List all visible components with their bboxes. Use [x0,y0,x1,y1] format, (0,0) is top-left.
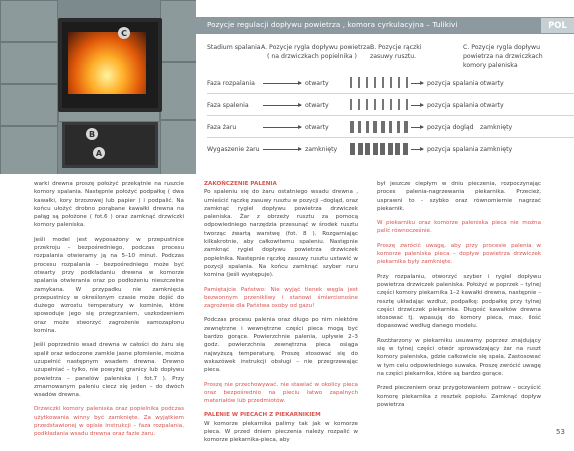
language-badge: POL [541,18,574,33]
paragraph: Rozżżarzony w piekarniku usuwamy poprzez znajdujący się w tylnej części otwór sprowadzający żar na ruszt komory paleniska, gdzie całkowicie się spala. Zastosować w tym celu odpowiedniego suwaka. Proszę zwrócić uwagę na części piekarnika, które są bardzo gorące. [377,337,541,377]
arrow-icon [411,83,423,84]
row-a-value: otwarty [305,124,329,131]
col-a-header: A. Pozycje rygla dopływu powietrza ( na drzwiczkach popielnika ) [261,44,371,60]
paragraph: Podczas procesu palenia oraz długo po nim niektóre zewnętrzne i wewnętrzne części pieca mogą być bardzo gorące. Powierzchnie palenia, upływie 2–3 godz. powierzchnia zewnętrzna pieca osiąga najwyższą temperaturę. Proszę stosować się do wskazówek instrukcji obsługi – nie przegrzewając pieca. [204,317,358,374]
arrow-icon [263,83,301,84]
paragraph: W komorze piekarnika palimy tak jak w komorze pieca. W przed dniem pieczenia należy rozpalić w komorze piekarnika-pieca, aby [204,420,358,444]
row-c-value: otwarty [480,102,504,109]
row-c-value: otwarty [480,80,504,87]
paragraph: Jeśli model jest wyposażony w przepustnice przekroju – bezpośredniego, podczas procesu rozpalania otwieramy ją na 5–10 minut. Podczas procesu rozpalania – bezpośredniego może być otwarty przy podkładaniu drewna w komorze spalania otwierania oraz po podłożeniu nieszczelne zamykana. W przypadku nie zamknięcia przepustnicy w określonym czasie może dojść do dużego wzrostu temperatury w kominie, które spowoduje jego się przegrzaniem, uszkodzeniem oraz może stworzyć zagrożenie samozapłonu komina. [34,236,184,335]
row-c-value: zamknięty [480,146,513,153]
grate-open-icon [350,76,408,89]
section-heading: ZAKOŃCZENIE PALENIA [204,181,277,187]
fire-image [68,32,146,94]
text-column-1 [34,180,184,445]
paragraph: Przy rozpalaniu, otworzyć szyber i rygiel dopływu powietrza drzwiczek paleniska. Położyć w poprzek – tylnej części komory piekarnika 1–2 kawałki drewna, następnie – resztę układając wzdłuż, podpałkę: podpałkę przy tylnej części drzwiczek piekarnika. Długość kawałków drewna stosować tj. wpasują do komory pieca, max. ilość dopasować według danego modelu. [377,273,541,330]
grate-half-icon [350,120,408,133]
text-column-3 [377,180,541,415]
ash-door [62,122,158,168]
row-a-value: zamknięty [305,146,338,153]
grate-open-icon [350,98,408,111]
paragraph: Przed pieczeniem oraz przygotowaniem potraw – oczyścić komorę piekarnika z resztek popiołu. Zamknąć dopływ powietrza [377,385,541,408]
section-heading: PALENIE W PIECACH Z PIEKARNIKIEM [204,412,321,419]
row-b-value: pozycja dogląd [427,124,474,131]
stove-photo [0,0,196,174]
warning-paragraph: Drzwiczki komory paleniska oraz popielnika podczas użytkowania winny być zamknięte. Za wyjątkiem przedstawionej w opisie instrukcji – faza rozpalania, podkładania wsadu drewna oraz fazie żaru. [34,406,184,438]
marker-a: A [93,147,105,159]
row-a-value: otwarty [305,80,329,87]
arrow-icon [411,149,423,150]
grate-closed-icon [350,142,408,155]
row-stage: Faza żaru [207,124,237,131]
col-stage-header: Stadium spalania [207,44,261,51]
row-stage: Wygaszenie żaru [207,146,260,153]
col-b-header: B. Pozycje rączki zasuwy rusztu. [370,44,422,60]
row-stage: Faza spalenia [207,102,249,109]
paragraph: Jeśli poprzednio wsad drewna w całości do żaru się spalił oraz wdoczone zamkle jasne płomienie, można uzupełnić następnym wsadem drewna. Drewno uzupełniać – tylko, nie powyżej granicy lub dopływu powietrza – panelów paleniska ( fot.7 ). Przy zmarnowanym paleniu ciecz się jeden – do dwóch wsadów drewna. [34,342,184,399]
paragraph: Po spaleniu się do żaru ostatniego wsadu drewna , umieścić rączkę zasuwy rusztu w pozycji –dogląd, oraz zamknąć rygiel dopływu powietrza drzwiczek paleniska. Żar z obrzeży rusztu za pomocą odpowiedniego narzędzia przesunąć w środek rusztu tworząc żwartą warstwę (fot. 8 ). Rozgarniając kilkakrotnie, aby całkowitemu spaleniu. Następnie zamknąć rygiel dopływu powietrza drzwiczek popielnika. Następnie rączkę zasuwy rusztu ustawić w pozycji spalania. Na końcu zamknąć szyber ruru komina (jeśli występuje). [204,189,358,279]
row-b-value: pozycja spalania [427,146,479,153]
marker-c: C [118,27,130,39]
row-a-value: otwarty [305,102,329,109]
paragraph: warki drewna proszę położyć przekątnie na ruszcie komory spalania. Następnie położyć podpałkę ( dwa kawałki, kory brzozowej lub papier ) i podpalić. Na końcu ułożyć drobno porąbane kawałki drewna na pałąg są położone ( fot.6 ) oraz zamknąć drzwiczki komory paleniska. [34,181,184,229]
paragraph: był jeszcze ciepłym w dniu pieczenia, rozpoczynając proces palenia-nagrzewania piekarnika. Przecież, usprawni to - szybko oraz równomiernie nagrzać piekarnik. [377,181,541,212]
warning-paragraph: Proszę zwrócić uwagę, aby przy procesie palenia w komorze paleniska pieca – dopływ powietrza drzwiczek piekarnika były zamknięte. [377,242,541,266]
text-column-2 [204,180,358,451]
row-stage: Faza rozpalania [207,80,255,87]
row-b-value: pozycja spalania [427,80,479,87]
warning-paragraph: Pamiętajcie Państwo: Nie wyjąć tlenek węgla jest bezwonnym przenikliwy i stanowi śmiercionośne zagrożenie dla Państwa osoby od gazu! [204,286,358,310]
marker-b: B [86,128,98,140]
arrow-icon [411,127,423,128]
arrow-icon [263,105,301,106]
row-b-value: pozycja spalania [427,102,479,109]
arrow-icon [411,105,423,106]
warning-paragraph: Proszę nie przechowywać, nie stawiać w okolicy pieca oraz bezpośrednio na pieciu łatwo zapalnych materiałów lub przedmiotów. [204,381,358,405]
row-divider [207,137,574,138]
arrow-icon [263,149,301,150]
page-title: Pozycje regulacji dopływu powietrza , komora cyrkulacyjna – Tulikivi [207,20,458,29]
row-divider [207,93,574,94]
page-number: 53 [556,428,565,436]
row-divider [207,115,574,116]
col-c-header: C. Pozycje rygla dopływu powietrza na drzwiczkach komory paleniskа [463,44,543,69]
arrow-icon [263,127,301,128]
warning-paragraph: W piekarniku oraz komorze paleniska pieca nie można palić równocześnie. [377,220,541,235]
row-c-value: zamknięty [480,124,513,131]
